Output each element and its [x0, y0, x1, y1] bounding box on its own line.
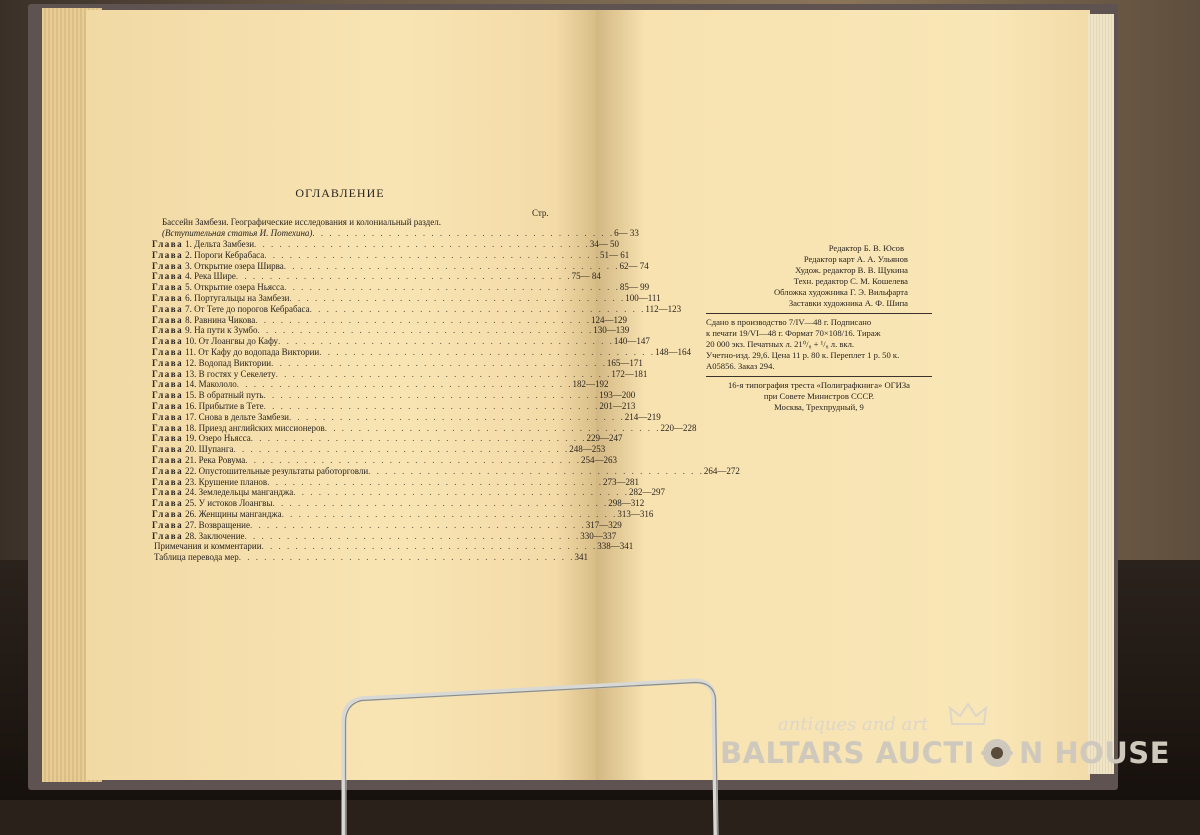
toc-entry-prefix: Глава	[152, 379, 184, 390]
toc-entry	[152, 336, 650, 347]
toc-entry-pages: 220—228	[660, 422, 697, 433]
toc-entry-prefix: Глава	[152, 400, 184, 411]
toc-entry	[152, 249, 630, 261]
toc-entry-title: 6. Португальцы на Замбези	[185, 292, 290, 303]
imprint-credit-line: Худож. редактор В. В. Щукина	[795, 265, 908, 275]
toc-entry	[152, 508, 654, 520]
toc-entry	[152, 400, 636, 412]
leader-dots: . . . . . . . . . . . . . . . . . . . . . . . . . . . . . . . . . . . . . . . .	[272, 498, 609, 509]
toc-entry-title: 9. На пути к Зумбо	[185, 325, 258, 336]
toc-entry-pages: 100—111	[625, 292, 661, 303]
toc-entry-title: 21. Река Ровума	[185, 454, 246, 465]
toc-entry	[152, 519, 622, 531]
leader-dots: . . . . . . . . . . . . . . . . . . . . . . . . . . . . . . . . . . . . . . . .	[244, 530, 581, 541]
toc-entry-pages: 282—297	[628, 487, 665, 498]
toc-entry-prefix: Глава	[152, 465, 184, 476]
imprint-printer-line: Москва, Трехпрудный, 9	[774, 402, 864, 412]
toc-entry-pages: 248—253	[569, 444, 606, 455]
leader-dots: . . . . . . . . . . . . . . . . . . . . . . . . . . . . . . . . . . . . . . . .	[281, 508, 618, 519]
toc-entry-title: 23. Крушение планов	[185, 476, 268, 487]
watermark-brand	[720, 736, 1170, 770]
imprint-production	[706, 317, 932, 372]
toc-entry-prefix: Глава	[152, 271, 184, 282]
toc-entry-title: 4. Река Шире	[185, 271, 236, 282]
toc-entry	[152, 487, 665, 498]
toc-entry-prefix: Глава	[152, 368, 184, 379]
toc-entry-title: 2. Пороги Кебрабаса	[185, 249, 265, 260]
toc-entry	[152, 239, 620, 250]
right-page-edges	[1088, 14, 1114, 774]
leader-dots: . . . . . . . . . . . . . . . . . . . . . . . . . . . . . . . . . . . . . . . .	[271, 357, 607, 368]
toc-intro	[162, 217, 639, 239]
toc-entry-pages: 264—272	[703, 465, 740, 476]
toc-entry	[152, 541, 634, 552]
toc-entry-title: 13. В гостях у Секелету	[185, 368, 276, 379]
imprint-printer	[706, 380, 932, 413]
toc-entry-title: 26. Женщины манганджа	[185, 508, 282, 519]
toc-entry	[152, 476, 639, 488]
toc-entry	[152, 368, 648, 380]
toc-entry-pages: 62— 74	[619, 260, 649, 271]
imprint-production-line: Сдано в производство 7/IV—48 г. Подписано	[706, 317, 872, 327]
toc-entry	[152, 422, 697, 434]
toc-intro-author: (Вступительная статья И. Потехина)	[162, 228, 313, 238]
toc-entry-pages: 51— 61	[600, 249, 630, 260]
leader-dots: . . . . . . . . . . . . . . . . . . . . . . . . . . . . . . . . . . . . . . . .	[263, 390, 600, 401]
toc-entry-pages: 112—123	[645, 303, 682, 314]
toc-entry-prefix: Глава	[152, 260, 184, 271]
toc-entry-title: 5. Открытие озера Ньясса	[185, 282, 285, 293]
leader-dots: . . . . . . . . . . . . . . . . . . . . . . . . . . . . . . . . . . . .	[312, 228, 615, 238]
toc-entry-prefix: Глава	[152, 346, 184, 357]
toc-entry	[152, 325, 630, 336]
imprint-rule	[706, 313, 932, 314]
toc-entry-pages: 140—147	[613, 336, 650, 347]
toc-entry	[152, 379, 609, 390]
imprint-credit-line: Редактор карт А. А. Ульянов	[803, 254, 908, 264]
toc-entry-title: 3. Открытие озера Ширва	[185, 260, 284, 271]
leader-dots: . . . . . . . . . . . . . . . . . . . . . . . . . . . . . . . . . . . . . . . .	[245, 454, 581, 465]
toc-list	[152, 239, 740, 563]
toc-entry-title: 1. Дельта Замбези	[185, 239, 255, 249]
toc-entry-title: 15. В обратный путь	[185, 390, 264, 401]
toc-entry-pages: 338—341	[597, 541, 634, 552]
toc-entry-prefix: Глава	[152, 336, 184, 347]
toc-intro-line2	[162, 228, 639, 239]
toc-entry-pages: 298—312	[608, 498, 645, 509]
imprint-printer-line: при Совете Министров СССР.	[763, 391, 875, 401]
crown-icon	[948, 702, 988, 726]
toc-entry	[152, 552, 588, 563]
toc-entry-title: 7. От Тете до порогов Кебрабаса	[185, 303, 310, 314]
imprint-credits	[706, 243, 932, 309]
watermark-brand-right: N HOUSE	[1018, 736, 1171, 770]
imprint-credit-line: Заставки художника А. Ф. Шипа	[788, 298, 908, 308]
leader-dots: . . . . . . . . . . . . . . . . . . . . . . . . . . . . . . . . . . . . . . . .	[255, 314, 592, 325]
leader-dots: . . . . . . . . . . . . . . . . . . . . . . . . . . . . . . . . . . . . . . . .	[278, 336, 614, 347]
toc-entry-pages: 214—219	[624, 411, 661, 422]
toc-entry-pages: 148—164	[654, 346, 691, 357]
toc-entry	[152, 271, 601, 282]
toc-entry	[152, 444, 606, 455]
leader-dots: . . . . . . . . . . . . . . . . . . . . . . . . . . . . . . . . . . . . . . . .	[283, 260, 620, 271]
toc-entry-title: 10. От Лоангвы до Кафу	[185, 336, 279, 347]
toc-entry-pages: 313—316	[617, 508, 654, 519]
toc-intro-pages: 6— 33	[614, 228, 639, 238]
watermark-tagline: antiques and art	[778, 714, 929, 735]
toc-entry-prefix: Глава	[152, 390, 184, 401]
toc-entry-prefix: Глава	[152, 487, 184, 498]
toc-entry-prefix: Глава	[152, 476, 184, 487]
toc-entry-title: 27. Возвращение	[185, 519, 250, 530]
toc-entry	[152, 433, 623, 444]
leader-dots: . . . . . . . . . . . . . . . . . . . . . . . . . . . . . . . . . . . . . . . .	[236, 379, 573, 390]
leader-dots: . . . . . . . . . . . . . . . . . . . . . . . . . . . . . . . . . . . . . . . .	[263, 400, 600, 411]
toc-entry-title: 16. Прибытие в Тете	[185, 400, 264, 411]
leader-dots: . . . . . . . . . . . . . . . . . . . . . . . . . . . . . . . . . . . . . . . .	[264, 249, 601, 260]
toc-entry	[152, 530, 617, 542]
toc-entry-title: Таблица перевода мер	[154, 552, 239, 563]
imprint-production-line: 20 000 экз. Печатных л. 21⁰/₈ + ¹/₈ л. вкл.	[706, 339, 855, 349]
leader-dots: . . . . . . . . . . . . . . . . . . . . . . . . . . . . . . . . . . . . . . . .	[309, 303, 646, 314]
imprint-credit-line: Техн. редактор С. М. Кошелева	[793, 276, 908, 286]
wire-book-stand	[336, 675, 726, 835]
toc-entry-pages: 172—181	[611, 368, 648, 379]
leader-dots: . . . . . . . . . . . . . . . . . . . . . . . . . . . . . . . . . . . . . . . .	[368, 465, 704, 476]
toc-entry-pages: 85— 99	[619, 282, 650, 293]
toc-entry-title: 22. Опустошительные результаты работорговли	[185, 465, 369, 476]
toc-entry-title: 12. Водопад Виктории	[185, 357, 272, 368]
toc-entry-prefix: Глава	[152, 282, 184, 293]
toc-entry-pages: 273—281	[602, 476, 639, 487]
leader-dots: . . . . . . . . . . . . . . . . . . . . . . . . . . . . . . . . . . . . . . . .	[238, 552, 575, 563]
toc-entry-prefix: Глава	[152, 292, 184, 303]
toc-entry-prefix: Глава	[152, 508, 184, 519]
toc-entry-title: 25. У истоков Лоангвы	[185, 498, 273, 509]
toc-entry	[152, 454, 617, 466]
leader-dots: . . . . . . . . . . . . . . . . . . . . . . . . . . . . . . . . . . . . . . . .	[288, 411, 625, 422]
toc-entry-title: 18. Приезд английских миссионеров	[185, 422, 325, 433]
imprint-production-line: А05856. Заказ 294.	[706, 361, 775, 371]
toc-intro-line1: Бассейн Замбези. Географические исследования и колониальный раздел.	[162, 217, 441, 227]
toc-entry-prefix: Глава	[152, 314, 184, 325]
toc-entry-pages: 124—129	[591, 314, 628, 325]
imprint-rule	[706, 376, 932, 377]
toc-entry-prefix: Глава	[152, 357, 184, 368]
toc-page-label: Стр.	[532, 208, 549, 218]
toc-entry-pages: 130—139	[593, 325, 630, 336]
leader-dots: . . . . . . . . . . . . . . . . . . . . . . . . . . . . . . . . . . . . . . . .	[267, 476, 603, 487]
leader-dots: . . . . . . . . . . . . . . . . . . . . . . . . . . . . . . . . . . . . . . . .	[250, 433, 587, 444]
toc-entry-pages: 254—263	[580, 454, 617, 465]
imprint-production-line: к печати 19/VI—48 г. Формат 70×108/16. Тираж	[706, 328, 881, 338]
toc-entry-pages: 193—200	[599, 390, 636, 401]
toc-entry-pages: 229—247	[586, 433, 623, 444]
toc-entry-title: 8. Равнина Чикова	[185, 314, 256, 325]
toc-entry-prefix: Глава	[152, 325, 184, 336]
imprint-production-line: Учетно-изд. 29,6. Цена 11 р. 80 к. Переплет 1 р. 50 к.	[706, 350, 900, 360]
toc-entry-prefix: Глава	[152, 303, 184, 314]
toc-entry-pages: 75— 84	[571, 271, 601, 282]
leader-dots: . . . . . . . . . . . . . . . . . . . . . . . . . . . . . . . . . . . . . . . .	[284, 282, 620, 293]
leader-dots: . . . . . . . . . . . . . . . . . . . . . . . . . . . . . . . . . . . . . . . .	[293, 487, 629, 498]
auction-gavel-icon	[975, 737, 1019, 769]
toc-entry-prefix: Глава	[152, 444, 184, 455]
leader-dots: . . . . . . . . . . . . . . . . . . . . . . . . . . . . . . . . . . . . . . . .	[257, 325, 594, 336]
toc-entry-prefix: Глава	[152, 239, 184, 249]
leader-dots: . . . . . . . . . . . . . . . . . . . . . . . . . . . . . . . . . . . . . . . .	[275, 368, 612, 379]
toc-entry	[152, 260, 649, 272]
toc-entry-pages: 317—329	[585, 519, 622, 530]
leader-dots: . . . . . . . . . . . . . . . . . . . . . . . . . . . . . . . . . . . . . . . .	[235, 271, 572, 282]
leader-dots: . . . . . . . . . . . . . . . . . . . . . . . . . . . . . . . . . . . . . . . .	[249, 519, 586, 530]
toc-entry	[152, 346, 691, 358]
toc-entry-title: 20. Шупанга	[185, 444, 234, 455]
toc-entry	[152, 411, 661, 423]
imprint-credit-line: Обложка художника Г. Э. Вильфарта	[773, 287, 908, 297]
toc-entry-prefix: Глава	[152, 519, 184, 530]
toc-entry-title: 14. Макололо	[185, 379, 237, 390]
leader-dots: . . . . . . . . . . . . . . . . . . . . . . . . . . . . . . . . . . . . . . . .	[319, 346, 655, 357]
toc-entry	[152, 390, 636, 401]
toc-entry	[152, 292, 661, 304]
toc-entry	[152, 357, 643, 369]
watermark-brand-left: BALTARS AUCTI	[720, 736, 975, 770]
toc-entry-pages: 341	[574, 552, 588, 563]
toc-entry	[152, 465, 740, 477]
toc-entry	[152, 314, 628, 326]
toc-entry	[152, 303, 682, 315]
toc-entry-title: 28. Заключение	[185, 530, 245, 541]
toc-entry-title: 19. Озеро Ньясса	[185, 433, 251, 444]
toc-title: ОГЛАВЛЕНИЕ	[295, 186, 385, 200]
toc-entry-prefix: Глава	[152, 530, 184, 541]
toc-entry-title: 17. Снова в дельте Замбези	[185, 411, 289, 422]
toc-entry-prefix: Глава	[152, 433, 184, 444]
toc-entry-pages: 165—171	[606, 357, 643, 368]
toc-entry-pages: 34— 50	[589, 239, 620, 249]
toc-entry-prefix: Глава	[152, 454, 184, 465]
leader-dots: . . . . . . . . . . . . . . . . . . . . . . . . . . . . . . . . . . . . . . . .	[261, 541, 598, 552]
imprint-credit-line: Редактор Б. В. Юсов	[828, 243, 904, 253]
leader-dots: . . . . . . . . . . . . . . . . . . . . . . . . . . . . . . . . . . . . . . . .	[289, 292, 626, 303]
toc-entry-title: Примечания и комментарии	[154, 541, 262, 552]
toc-entry-prefix: Глава	[152, 411, 184, 422]
leader-dots: . . . . . . . . . . . . . . . . . . . . . . . . . . . . . . . . . . . . . . . .	[254, 239, 590, 249]
toc-entry-title: 24. Земледельцы манганджа	[185, 487, 294, 498]
leader-dots: . . . . . . . . . . . . . . . . . . . . . . . . . . . . . . . . . . . . . . . .	[324, 422, 661, 433]
toc-entry-pages: 330—337	[580, 530, 617, 541]
toc-entry-pages: 182—192	[572, 379, 609, 390]
toc-entry-pages: 201—213	[599, 400, 636, 411]
toc-entry-title: 11. От Кафу до водопада Виктории	[185, 346, 320, 357]
toc-entry-prefix: Глава	[152, 249, 184, 260]
imprint-printer-line: 16-я типография треста «Полиграфкнига» ОГИЗа	[728, 380, 910, 390]
leader-dots: . . . . . . . . . . . . . . . . . . . . . . . . . . . . . . . . . . . . . . . .	[233, 444, 570, 455]
toc-entry	[152, 282, 650, 293]
toc-entry-prefix: Глава	[152, 422, 184, 433]
toc-entry-prefix: Глава	[152, 498, 184, 509]
imprint	[706, 243, 932, 413]
toc-entry	[152, 498, 645, 509]
